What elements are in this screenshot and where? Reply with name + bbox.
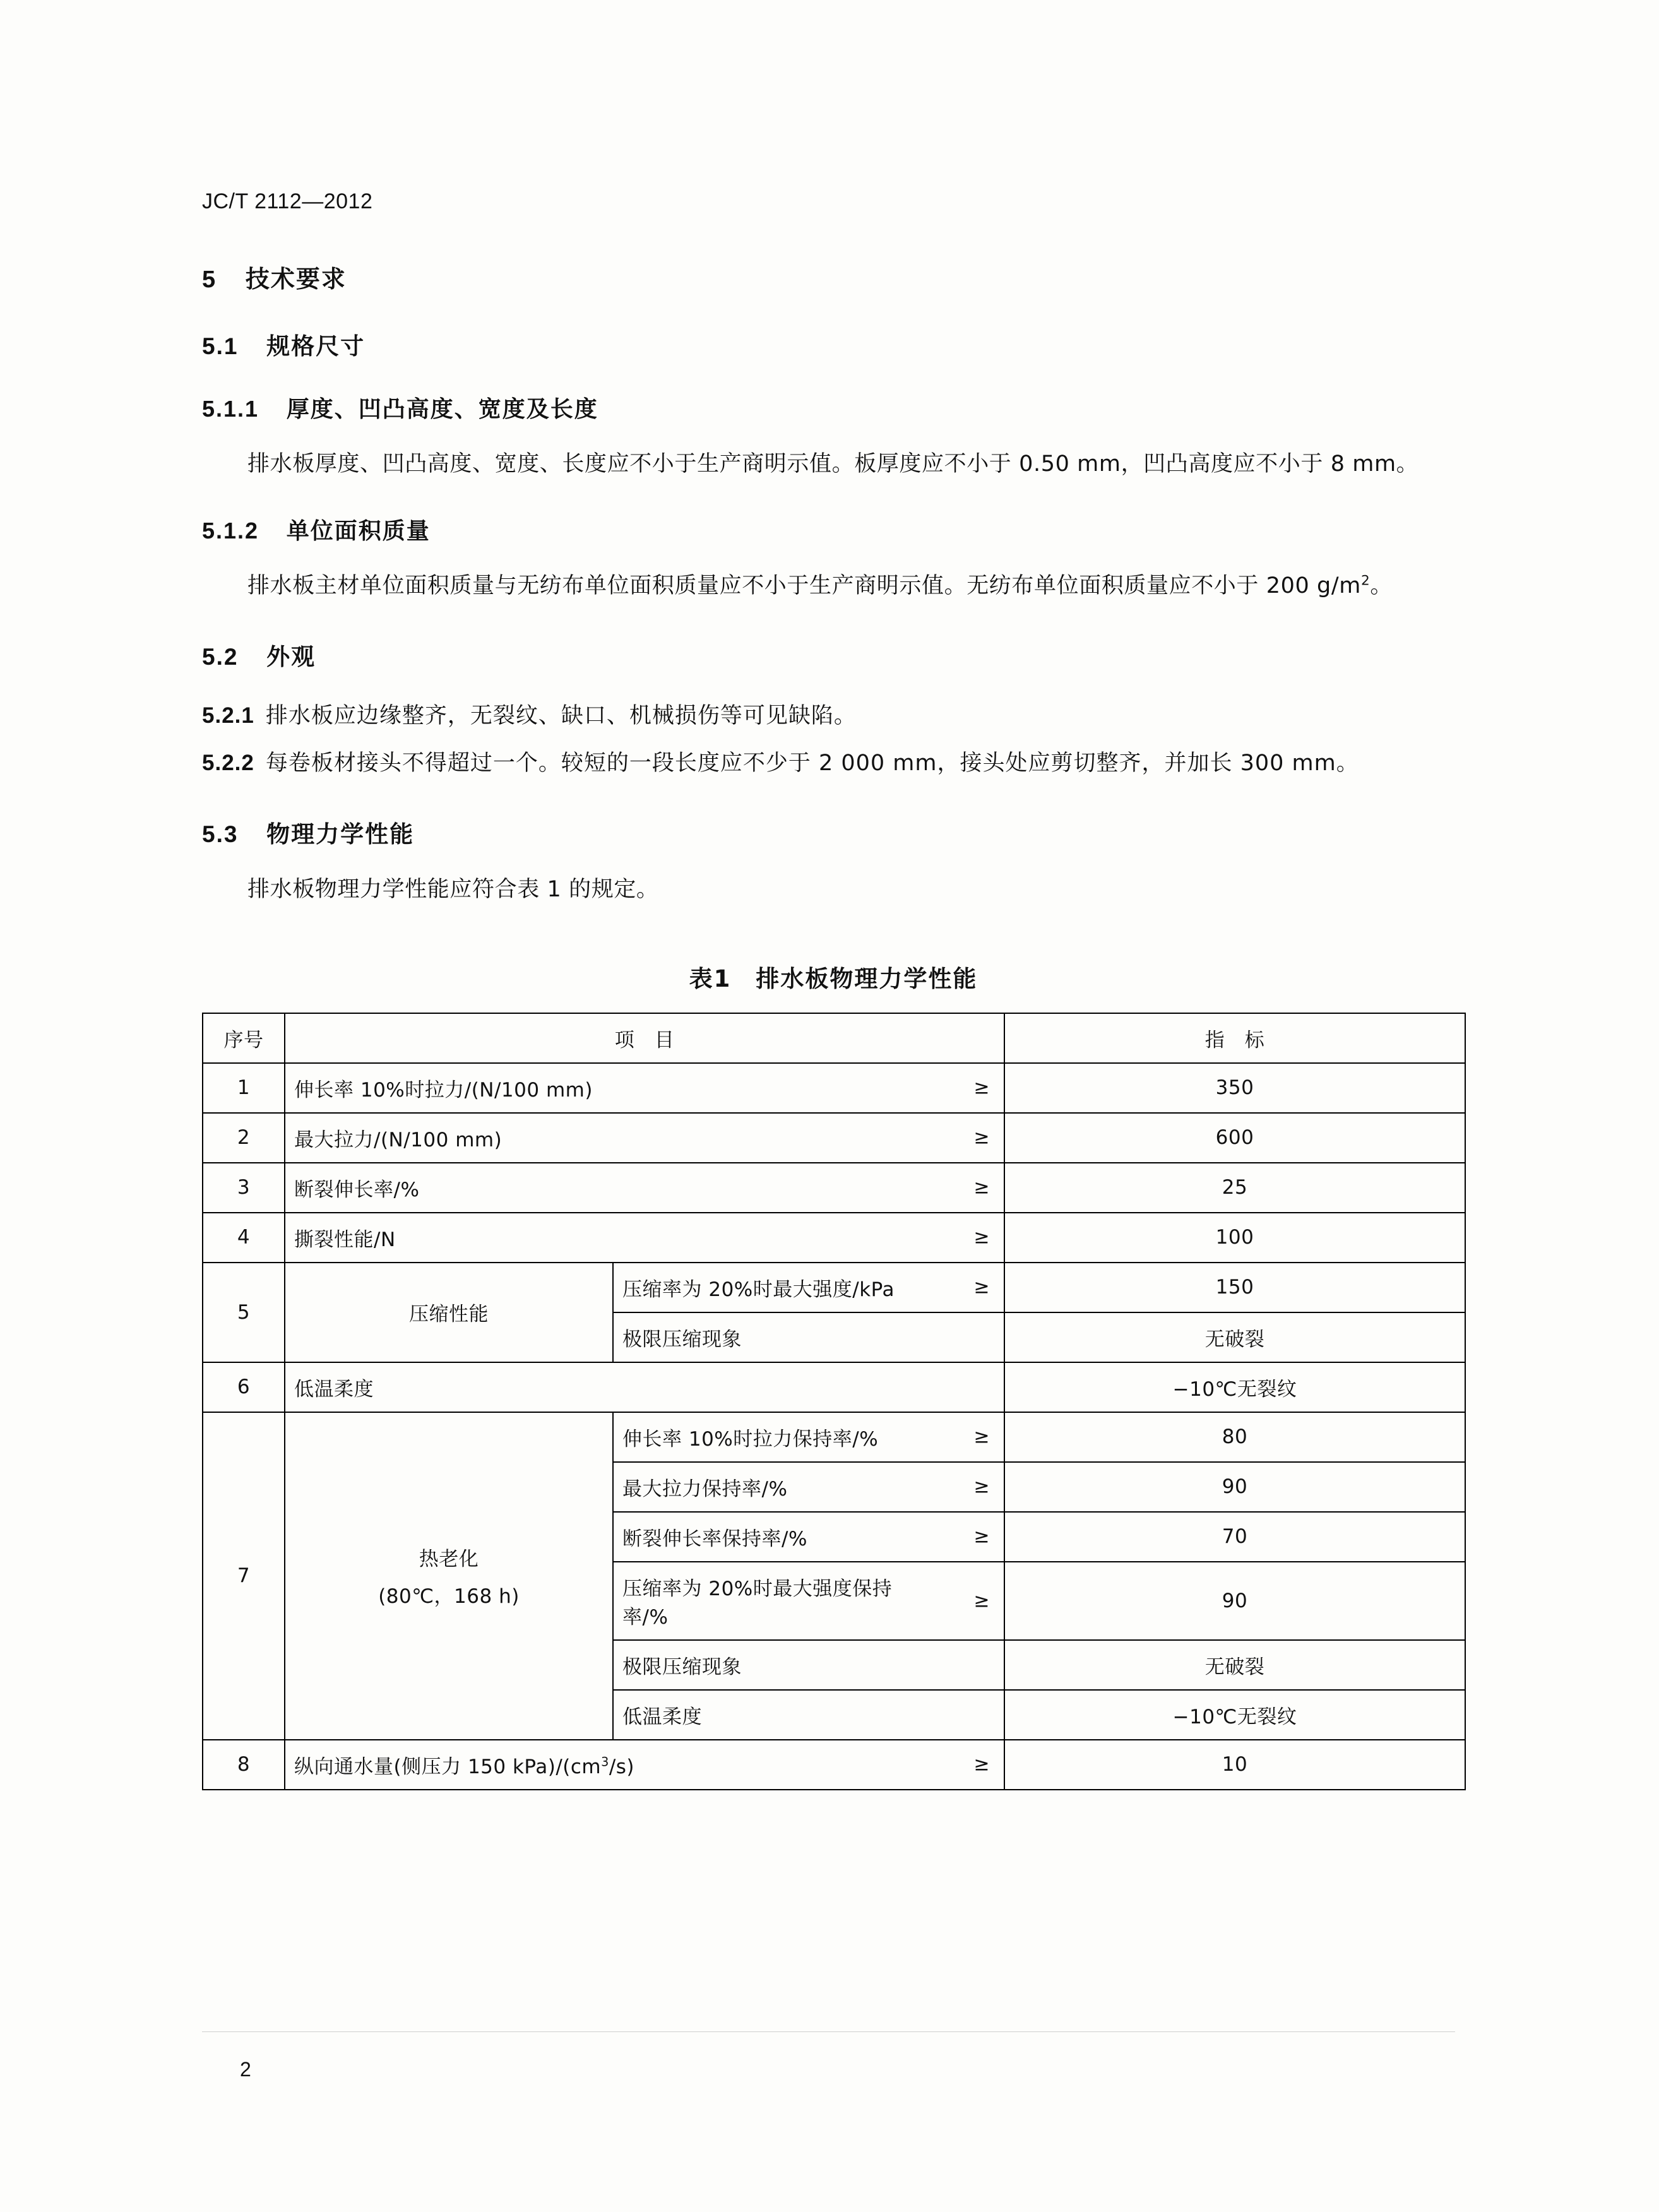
row-subitem-text: 极限压缩现象: [622, 1655, 742, 1679]
row-no: 5: [203, 1263, 285, 1362]
section-heading-5-1: [202, 327, 1465, 361]
row-value: 70: [1004, 1512, 1465, 1562]
row-value: −10℃无裂纹: [1004, 1362, 1465, 1412]
section-number-5-1-1: 5.1.1: [202, 396, 259, 422]
row-no: 3: [203, 1163, 285, 1213]
row-value: 90: [1004, 1462, 1465, 1512]
greater-equal-symbol: ≥: [973, 1226, 990, 1249]
clause-text-5-2-1: 排水板应边缘整齐，无裂纹、缺口、机械损伤等可见缺陷。: [265, 703, 857, 729]
table-header-value: 指 标: [1004, 1013, 1465, 1063]
greater-equal-symbol: ≥: [973, 1425, 990, 1448]
row-item-superscript: 3: [601, 1754, 609, 1769]
row-item-text: 最大拉力/(N/100 mm): [294, 1128, 502, 1151]
row-subitem: [613, 1640, 1004, 1690]
section-number-5-2: 5.2: [202, 644, 239, 670]
row-item-text: 断裂伸长率/%: [294, 1178, 420, 1201]
row-no: 6: [203, 1362, 285, 1412]
table-row: [203, 1213, 1465, 1263]
row-subitem-text: 伸长率 10%时拉力保持率/%: [622, 1427, 879, 1451]
section-number-5-3: 5.3: [202, 821, 239, 848]
row-item-text: 伸长率 10%时拉力/(N/100 mm): [294, 1078, 593, 1102]
table-row: [203, 1113, 1465, 1163]
clause-number-5-2-1: 5.2.1: [202, 703, 254, 728]
clause-number-5-2-2: 5.2.2: [202, 750, 254, 775]
paragraph-5-1-2-tail: 。: [1370, 573, 1393, 599]
row-item: [285, 1163, 1004, 1213]
section-title-5-3: 物理力学性能: [266, 821, 415, 848]
section-heading-5-3: [202, 815, 1465, 849]
row-no: 7: [203, 1412, 285, 1740]
row-subitem-text: 低温柔度: [622, 1705, 702, 1728]
footer-divider: [202, 2031, 1455, 2032]
table-header-item: 项 目: [285, 1013, 1004, 1063]
table-row: [203, 1412, 1465, 1462]
row-subitem-text: 最大拉力保持率/%: [622, 1477, 788, 1501]
row-value: 350: [1004, 1063, 1465, 1113]
row-item: [285, 1113, 1004, 1163]
row-item: [285, 1213, 1004, 1263]
row-value: 100: [1004, 1213, 1465, 1263]
section-title-5-2: 外观: [266, 643, 316, 671]
row-subitem: [613, 1512, 1004, 1562]
section-title-5-1-2: 单位面积质量: [286, 518, 431, 545]
greater-equal-symbol: ≥: [973, 1753, 990, 1776]
section-heading-5-1-1: [202, 391, 1465, 424]
table-row: [203, 1063, 1465, 1113]
row-value: 150: [1004, 1263, 1465, 1312]
row-item: [285, 1740, 1004, 1790]
row-value: 80: [1004, 1412, 1465, 1462]
row-value: 无破裂: [1004, 1312, 1465, 1362]
row-item-tail: /s): [609, 1755, 635, 1778]
page-content: [202, 189, 1465, 1790]
greater-equal-symbol: ≥: [973, 1590, 990, 1612]
clause-5-2-1: [202, 697, 1465, 735]
row-value: 90: [1004, 1562, 1465, 1640]
row-subitem: [613, 1562, 1004, 1640]
greater-equal-symbol: ≥: [973, 1076, 990, 1099]
section-heading-5: [202, 259, 1465, 294]
section-title-5-1-1: 厚度、凹凸高度、宽度及长度: [286, 396, 598, 422]
row-value: −10℃无裂纹: [1004, 1690, 1465, 1740]
table-caption: 表1 排水板物理力学性能: [689, 965, 978, 992]
table-header-row: [203, 1013, 1465, 1063]
paragraph-5-1-2-superscript: 2: [1360, 573, 1371, 589]
clause-text-5-2-2: 每卷板材接头不得超过一个。较短的一段长度应不少于 2 000 mm，接头处应剪切整齐，并加长 300 mm。: [265, 750, 1359, 776]
standard-code-header: JC/T 2112—2012: [202, 189, 373, 213]
row-value: 25: [1004, 1163, 1465, 1213]
table-row: [203, 1163, 1465, 1213]
table-row: [203, 1740, 1465, 1790]
table-row: [203, 1362, 1465, 1412]
clause-5-2-2: [202, 744, 1465, 783]
page-number: 2: [240, 2058, 251, 2081]
row-subitem-text: 压缩率为 20%时最大强度/kPa: [622, 1278, 895, 1301]
row-no: 8: [203, 1740, 285, 1790]
row-subitem-text: 压缩率为 20%时最大强度保持率/%: [622, 1577, 893, 1629]
section-heading-5-2: [202, 638, 1465, 672]
row-no: 1: [203, 1063, 285, 1113]
paragraph-5-1-2: [202, 567, 1465, 605]
row-subitem: [613, 1690, 1004, 1740]
section-title-5-1: 规格尺寸: [266, 333, 366, 360]
section-title-5: 技术要求: [245, 265, 347, 293]
row-item-text: 热老化: [419, 1548, 479, 1571]
row-no: 4: [203, 1213, 285, 1263]
row-item: 压缩性能: [285, 1263, 613, 1362]
table-row: [203, 1263, 1465, 1312]
paragraph-5-1-1: 排水板厚度、凹凸高度、宽度、长度应不小于生产商明示值。板厚度应不小于 0.50 mm，凹凸高度应不小于 8 mm。: [247, 451, 1419, 477]
row-subitem: [613, 1412, 1004, 1462]
greater-equal-symbol: ≥: [973, 1276, 990, 1299]
section-number-5-1-2: 5.1.2: [202, 518, 259, 544]
greater-equal-symbol: ≥: [973, 1525, 990, 1548]
row-subitem-text: 断裂伸长率保持率/%: [622, 1527, 807, 1550]
row-item: [285, 1063, 1004, 1113]
paragraph-5-3: 排水板物理力学性能应符合表 1 的规定。: [247, 877, 659, 903]
row-item-text: 纵向通水量(侧压力 150 kPa)/(cm: [294, 1755, 602, 1778]
greater-equal-symbol: ≥: [973, 1475, 990, 1498]
row-item: [285, 1412, 613, 1740]
row-item-subtext: (80℃，168 h): [378, 1585, 520, 1608]
row-subitem: [613, 1462, 1004, 1512]
row-subitem: [613, 1312, 1004, 1362]
paragraph-5-1-2-text: 排水板主材单位面积质量与无纺布单位面积质量应不小于生产商明示值。无纺布单位面积质量应不小于 200 g/m: [247, 573, 1361, 599]
greater-equal-symbol: ≥: [973, 1126, 990, 1149]
section-number-5: 5: [202, 266, 217, 293]
row-value: 10: [1004, 1740, 1465, 1790]
row-item-text: 撕裂性能/N: [294, 1228, 396, 1251]
row-no: 2: [203, 1113, 285, 1163]
row-subitem-text: 极限压缩现象: [622, 1328, 742, 1351]
greater-equal-symbol: ≥: [973, 1176, 990, 1199]
row-value: 600: [1004, 1113, 1465, 1163]
section-heading-5-1-2: [202, 513, 1465, 545]
spec-table: [202, 1013, 1466, 1790]
section-number-5-1: 5.1: [202, 333, 239, 359]
table-header-no: 序号: [203, 1013, 285, 1063]
row-value: 无破裂: [1004, 1640, 1465, 1690]
row-item: 低温柔度: [285, 1362, 1004, 1412]
row-subitem: [613, 1263, 1004, 1312]
